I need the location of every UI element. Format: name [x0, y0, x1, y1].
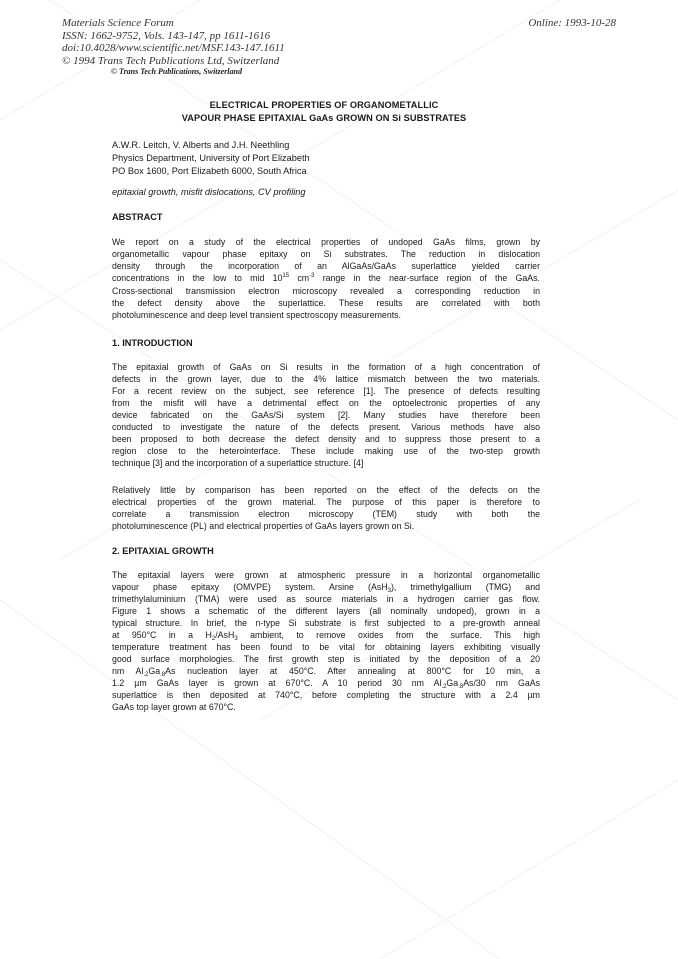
- text-line: vapour phase epitaxy (OMVPE) system. Arsine (AsH$_3$), trimethylgallium (TMG) and: [112, 582, 540, 594]
- text-line: from the misfit will have a detrimental effect on the optoelectronic properties of any: [112, 398, 540, 408]
- text-line: been proposed to both decrease the defect density and to suppress those present to a: [112, 434, 540, 444]
- text-line: electrical properties of the grown material. The purpose of this paper is therefore to: [112, 497, 540, 507]
- text-line: concentrations in the low to mid $10^{15}$ $cm^{-3}$ range in the near-surface region of the GaAs.: [112, 273, 541, 283]
- text-line: conducted to investigate the nature of the defects present. Various methods have also: [112, 422, 540, 432]
- growth-heading: 2. EPITAXIAL GROWTH: [112, 546, 214, 556]
- text-line: correlate a transmission electron microscopy (TEM) study with both the: [112, 509, 540, 519]
- text-line: superlattice is then deposited at 740°C, before completing the structure with a 2.4 µm: [112, 690, 540, 700]
- text-line: Cross-sectional transmission electron microscopy revealed a corresponding reduction in: [112, 286, 540, 296]
- text-line: Relatively little by comparison has been reported on the effect of the defects on the: [112, 485, 540, 495]
- title-line-1: ELECTRICAL PROPERTIES OF ORGANOMETALLIC: [209, 100, 439, 110]
- text-line: The epitaxial layers were grown at atmospheric pressure in a horizontal organometallic: [112, 570, 540, 580]
- abstract-body: [112, 236, 540, 321]
- citation-block: [62, 17, 285, 67]
- text-line: the defect density above the superlattice. These results are correlated with both: [112, 298, 540, 308]
- abstract-heading: ABSTRACT: [112, 212, 163, 222]
- text-line: nm $Al_{.2}Ga_{.8}As$ nucleation layer at 450°C. After annealing at 800°C for 10 min, a: [112, 666, 540, 678]
- journal-name: Materials Science Forum: [62, 17, 174, 29]
- publisher-line: © Trans Tech Publications, Switzerland: [111, 67, 242, 76]
- text-line: trimethylaluminium (TMA) were used as source materials in a hydrogen carrier gas flow.: [112, 594, 540, 604]
- issn-line: ISSN: 1662-9752, Vols. 143-147, pp 1611-1616: [62, 29, 271, 42]
- doi-line: doi:10.4028/www.scientific.net/MSF.143-147.1611: [62, 42, 285, 54]
- online-date: Online: 1993-10-28: [528, 17, 616, 29]
- text-line: GaAs top layer grown at 670°C.: [112, 702, 236, 712]
- intro-paragraph-1: [112, 361, 540, 469]
- keywords: epitaxial growth, misfit dislocations, CV profiling: [112, 187, 306, 197]
- text-line: We report on a study of the electrical properties of undoped GaAs films, grown by: [112, 237, 540, 247]
- text-line: 1.2 µm GaAs layer is grown at 670°C. A 10 period 30 nm $Al_{.2}Ga_{.8}As/30$ nm GaAs: [112, 678, 540, 690]
- text-line: typical structure. In brief, the n-type Si substrate is first subjected to a pre-growth anneal: [112, 618, 540, 628]
- paper-title: [112, 99, 536, 125]
- copyright-line: © 1994 Trans Tech Publications Ltd, Switzerland: [62, 54, 280, 67]
- author-names: A.W.R. Leitch, V. Alberts and J.H. Neethling: [112, 140, 290, 150]
- text-line: density through the incorporation of an AlGaAs/GaAs superlattice yielded carrier: [112, 261, 540, 271]
- text-line: region close to the heterointerface. These include making use of the two-step growth: [112, 446, 540, 456]
- text-line: technique [3] and the incorporation of a superlattice structure. [4]: [112, 458, 364, 468]
- text-line: at 950°C in a $H_2/AsH_3$ ambient, to remove oxides from the surface. This high: [112, 630, 540, 642]
- title-line-2: VAPOUR PHASE EPITAXIAL GaAs GROWN ON Si SUBSTRATES: [181, 113, 467, 123]
- intro-paragraph-2: [112, 484, 540, 532]
- intro-heading: 1. INTRODUCTION: [112, 338, 193, 348]
- text-line: Figure 1 shows a schematic of the different layers (all nominally undoped), grown in a: [112, 606, 540, 616]
- author-block: [112, 139, 310, 178]
- text-line: photoluminescence and deep level transient spectroscopy measurements.: [112, 310, 401, 320]
- text-line: temperature treatment has been found to be vital for obtaining layers exhibiting visually: [112, 642, 540, 652]
- growth-paragraph: [112, 569, 540, 713]
- text-line: device fabricated on the GaAs/Si system [2]. Many studies have therefore been: [112, 410, 540, 420]
- text-line: organometallic vapour phase epitaxy on Si substrates. The reduction in dislocation: [112, 249, 540, 259]
- text-line: The epitaxial growth of GaAs on Si results in the formation of a high concentration of: [112, 362, 540, 372]
- author-department: Physics Department, University of Port Elizabeth: [112, 153, 310, 163]
- author-address: PO Box 1600, Port Elizabeth 6000, South Africa: [112, 166, 307, 176]
- text-line: photoluminescence (PL) and electrical properties of GaAs layers grown on Si.: [112, 521, 415, 531]
- text-line: defects in the grown layer, due to the 4% lattice mismatch between the two materials.: [112, 374, 540, 384]
- text-line: good surface morphologies. The first growth step is initiated by the deposition of a 20: [112, 654, 540, 664]
- text-line: For a recent review on the subject, see reference [1]. The presence of defects resulting: [112, 386, 540, 396]
